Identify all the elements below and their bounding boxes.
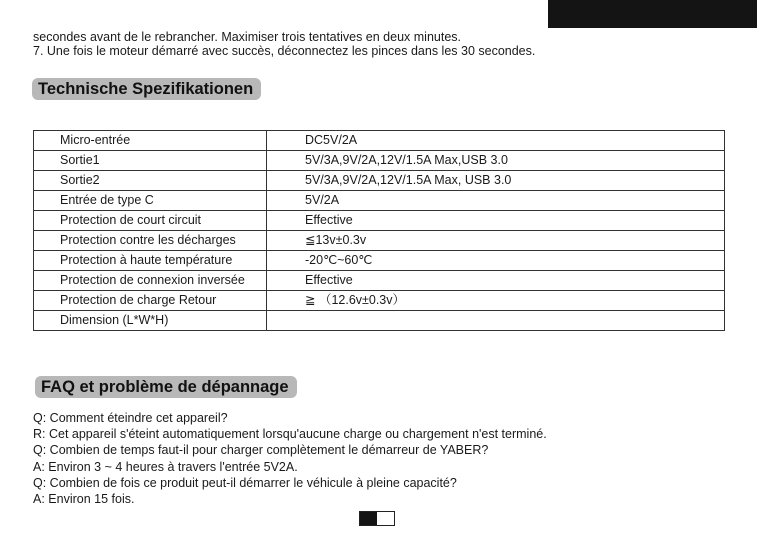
faq-text <box>33 410 547 507</box>
spec-value: DC5V/2A <box>267 131 725 151</box>
spec-value: ≧ （12.6v±0.3v） <box>267 291 725 311</box>
faq-line: R: Cet appareil s'éteint automatiquement lorsqu'aucune charge ou chargement n'est terminé. <box>33 427 547 442</box>
table-row <box>34 131 725 151</box>
header-black-tab <box>548 0 757 28</box>
faq-heading: FAQ et problème de dépannage <box>35 376 297 398</box>
table-row <box>34 171 725 191</box>
spec-heading: Technische Spezifikationen <box>32 78 261 100</box>
table-row <box>34 311 725 331</box>
intro-line: 7. Une fois le moteur démarré avec succès, déconnectez les pinces dans les 30 secondes. <box>33 44 536 58</box>
spec-key: Protection à haute température <box>34 251 267 271</box>
table-row <box>34 151 725 171</box>
spec-value: Effective <box>267 211 725 231</box>
faq-line: Q: Comment éteindre cet appareil? <box>33 411 228 425</box>
spec-value: ≦13v±0.3v <box>267 231 725 251</box>
spec-value: Effective <box>267 271 725 291</box>
spec-value: -20℃~60℃ <box>267 251 725 271</box>
table-row <box>34 211 725 231</box>
page-indicator-fill <box>360 512 377 525</box>
table-row <box>34 231 725 251</box>
table-row <box>34 191 725 211</box>
table-row <box>34 291 725 311</box>
table-row <box>34 251 725 271</box>
spec-table <box>33 130 725 331</box>
spec-key: Protection contre les décharges <box>34 231 267 251</box>
spec-key: Protection de court circuit <box>34 211 267 231</box>
spec-key: Micro-entrée <box>34 131 267 151</box>
spec-value: 5V/3A,9V/2A,12V/1.5A Max,USB 3.0 <box>267 151 725 171</box>
faq-line: Q: Combien de fois ce produit peut-il démarrer le véhicule à pleine capacité? <box>33 475 457 490</box>
spec-value: 5V/3A,9V/2A,12V/1.5A Max, USB 3.0 <box>267 171 725 191</box>
spec-value <box>267 311 725 331</box>
page-indicator <box>359 511 395 526</box>
faq-line: A: Environ 15 fois. <box>33 492 135 507</box>
faq-line: A: Environ 3 ~ 4 heures à travers l'entrée 5V2A. <box>33 459 298 474</box>
spec-key: Sortie1 <box>34 151 267 171</box>
table-row <box>34 271 725 291</box>
spec-key: Protection de charge Retour <box>34 291 267 311</box>
spec-key: Sortie2 <box>34 171 267 191</box>
spec-key: Entrée de type C <box>34 191 267 211</box>
spec-key: Protection de connexion inversée <box>34 271 267 291</box>
faq-line: Q: Combien de temps faut-il pour charger complètement le démarreur de YABER? <box>33 443 489 458</box>
intro-text <box>33 30 535 58</box>
intro-line: secondes avant de le rebrancher. Maximiser trois tentatives en deux minutes. <box>33 30 461 44</box>
spec-key: Dimension (L*W*H) <box>34 311 267 331</box>
spec-value: 5V/2A <box>267 191 725 211</box>
